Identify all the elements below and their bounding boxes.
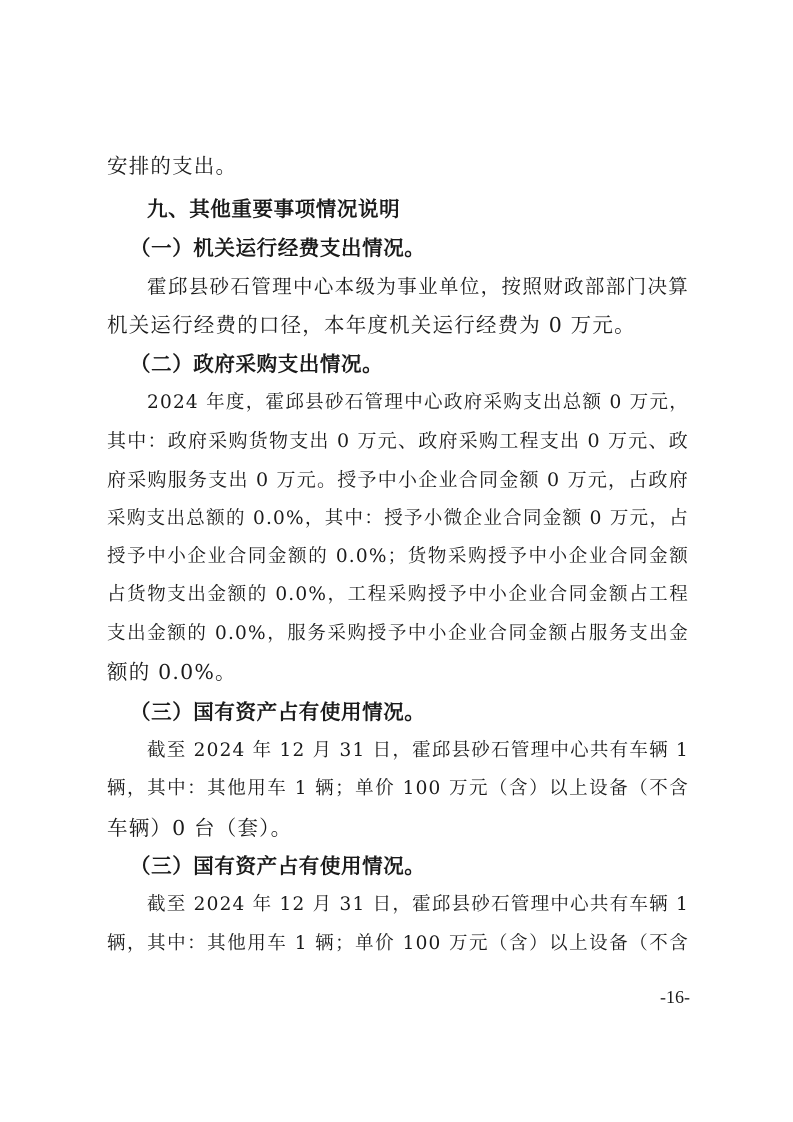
body-text-line: 支出金额的 0.0%，服务采购授予中小企业合同金额占服务支出金 <box>107 623 689 644</box>
section-heading: 九、其他重要事项情况说明 <box>147 197 401 221</box>
subsection-heading: （二）政府采购支出情况。 <box>130 352 384 376</box>
subsection-heading: （三）国有资产占有使用情况。 <box>130 854 426 878</box>
body-text-line: 安排的支出。 <box>107 154 238 178</box>
body-text-line: 机关运行经费的口径，本年度机关运行经费为 0 万元。 <box>107 313 636 337</box>
subsection-heading: （三）国有资产占有使用情况。 <box>130 700 426 724</box>
body-text-line: 占货物支出金额的 0.0%，工程采购授予中小企业合同金额占工程 <box>107 584 689 605</box>
body-text-line: 截至 2024 年 12 月 31 日，霍邱县砂石管理中心共有车辆 1 <box>147 740 689 761</box>
body-text-line: 额的 0.0%。 <box>107 660 237 684</box>
body-text-line: 府采购服务支出 0 万元。授予中小企业合同金额 0 万元，占政府 <box>107 469 689 491</box>
body-text-line: 车辆）0 台（套）。 <box>107 816 293 840</box>
body-text-line: 霍邱县砂石管理中心本级为事业单位，按照财政部部门决算 <box>147 275 689 298</box>
body-text-line: 截至 2024 年 12 月 31 日，霍邱县砂石管理中心共有车辆 1 <box>147 894 689 915</box>
body-text-line: 采购支出总额的 0.0%，其中：授予小微企业合同金额 0 万元，占 <box>107 508 689 529</box>
body-text-line: 辆，其中：其他用车 1 辆；单价 100 万元（含）以上设备（不含 <box>107 933 689 954</box>
body-text-line: 辆，其中：其他用车 1 辆；单价 100 万元（含）以上设备（不含 <box>107 778 689 799</box>
page-number: -16- <box>660 987 690 1007</box>
body-text-line: 2024 年度，霍邱县砂石管理中心政府采购支出总额 0 万元， <box>147 392 689 413</box>
body-text-line: 其中：政府采购货物支出 0 万元、政府采购工程支出 0 万元、政 <box>107 430 689 452</box>
body-text-line: 授予中小企业合同金额的 0.0%；货物采购授予中小企业合同金额 <box>107 546 689 567</box>
subsection-heading: （一）机关运行经费支出情况。 <box>130 236 426 260</box>
